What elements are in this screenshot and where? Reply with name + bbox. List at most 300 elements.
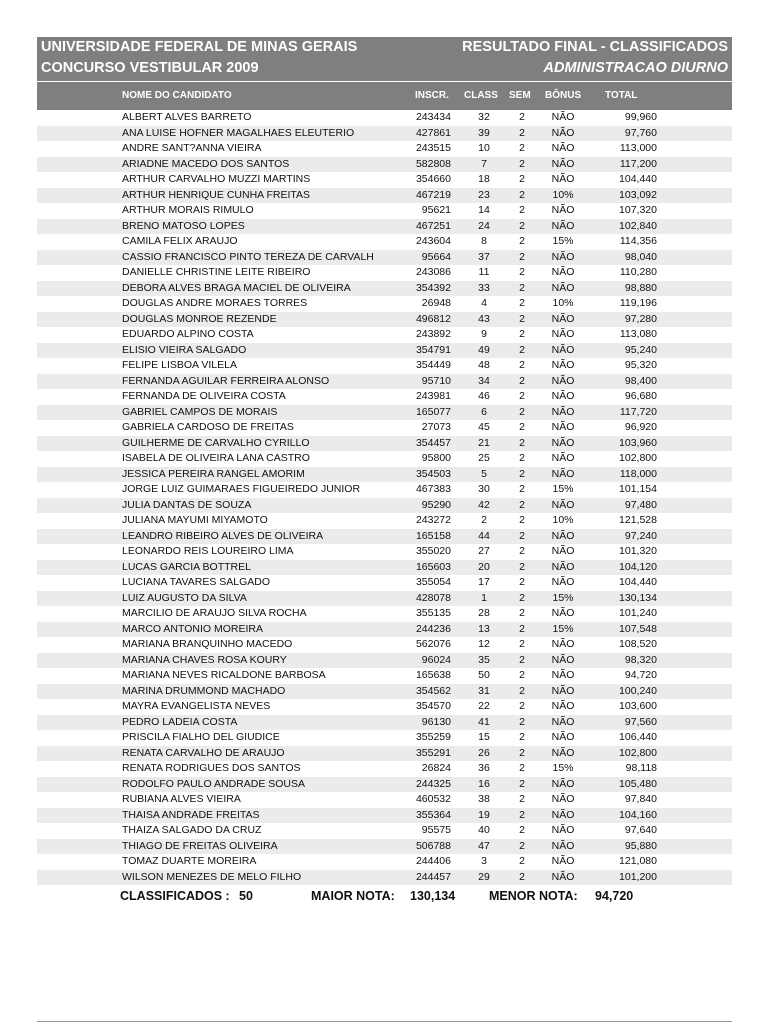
total-score: 117,200 bbox=[619, 157, 657, 170]
candidate-name: RENATA RODRIGUES DOS SANTOS bbox=[122, 762, 301, 774]
semester: 2 bbox=[519, 219, 525, 232]
semester: 2 bbox=[519, 622, 525, 635]
inscription-number: 562076 bbox=[415, 638, 451, 650]
table-row bbox=[37, 374, 732, 390]
candidate-name: BRENO MATOSO LOPES bbox=[122, 219, 245, 232]
bonus: NÃO bbox=[551, 173, 575, 185]
semester: 2 bbox=[519, 529, 525, 542]
inscription-number: 428078 bbox=[415, 591, 451, 604]
bonus: NÃO bbox=[551, 777, 575, 790]
candidate-name: TOMAZ DUARTE MOREIRA bbox=[122, 855, 257, 867]
inscription-number: 582808 bbox=[415, 157, 451, 170]
candidate-name: ARTHUR MORAIS RIMULO bbox=[122, 204, 254, 216]
bonus: NÃO bbox=[551, 653, 575, 666]
candidate-name: ALBERT ALVES BARRETO bbox=[122, 111, 252, 123]
inscription-number: 467251 bbox=[415, 219, 451, 232]
candidate-name: GUILHERME DE CARVALHO CYRILLO bbox=[122, 436, 310, 449]
total-score: 119,196 bbox=[619, 297, 657, 309]
inscription-number: 244325 bbox=[415, 777, 451, 790]
inscription-number: 95575 bbox=[421, 824, 451, 836]
table-row bbox=[37, 637, 732, 653]
table-row bbox=[37, 839, 732, 855]
semester: 2 bbox=[519, 669, 525, 681]
classification: 40 bbox=[478, 824, 490, 836]
classification: 24 bbox=[478, 219, 490, 232]
candidate-name: GABRIEL CAMPOS DE MORAIS bbox=[122, 405, 278, 418]
candidate-name: MAYRA EVANGELISTA NEVES bbox=[122, 700, 271, 712]
candidate-name: ARTHUR HENRIQUE CUNHA FREITAS bbox=[122, 188, 311, 201]
total-score: 107,548 bbox=[619, 622, 657, 635]
candidate-table bbox=[37, 110, 732, 885]
semester: 2 bbox=[519, 793, 525, 805]
semester: 2 bbox=[519, 235, 525, 247]
bonus: NÃO bbox=[551, 467, 575, 480]
bonus: NÃO bbox=[551, 250, 575, 263]
bonus: NÃO bbox=[551, 126, 575, 139]
bonus: NÃO bbox=[551, 405, 575, 418]
classification: 9 bbox=[481, 328, 487, 340]
table-row bbox=[37, 482, 732, 498]
semester: 2 bbox=[519, 700, 525, 712]
max-score-label: MAIOR NOTA: bbox=[311, 889, 395, 903]
total-score: 94,720 bbox=[624, 669, 657, 681]
total-score: 101,154 bbox=[619, 483, 657, 495]
table-row bbox=[37, 746, 732, 762]
table-row bbox=[37, 141, 732, 157]
column-header-sem: SEM bbox=[509, 90, 531, 101]
classification: 37 bbox=[478, 250, 490, 263]
bonus: NÃO bbox=[551, 700, 575, 712]
bonus: NÃO bbox=[551, 824, 575, 836]
classification: 18 bbox=[478, 173, 490, 185]
total-score: 113,080 bbox=[619, 328, 657, 340]
classification: 25 bbox=[478, 452, 490, 464]
semester: 2 bbox=[519, 653, 525, 666]
candidate-name: THAISA ANDRADE FREITAS bbox=[122, 808, 260, 821]
total-score: 97,840 bbox=[624, 793, 657, 805]
column-header-total: TOTAL bbox=[605, 90, 638, 101]
semester: 2 bbox=[519, 436, 525, 449]
total-score: 103,092 bbox=[619, 188, 657, 201]
total-score: 113,000 bbox=[619, 142, 657, 154]
table-row bbox=[37, 219, 732, 235]
bonus: 10% bbox=[552, 297, 574, 309]
table-row bbox=[37, 327, 732, 343]
total-score: 101,240 bbox=[619, 607, 657, 619]
bonus: NÃO bbox=[551, 855, 575, 867]
classification: 14 bbox=[478, 204, 490, 216]
candidate-name: LEANDRO RIBEIRO ALVES DE OLIVEIRA bbox=[122, 529, 324, 542]
inscription-number: 95290 bbox=[421, 498, 451, 511]
inscription-number: 354503 bbox=[415, 467, 451, 480]
bottom-divider bbox=[37, 1021, 732, 1022]
classification: 32 bbox=[478, 111, 490, 123]
candidate-name: THAIZA SALGADO DA CRUZ bbox=[122, 824, 262, 836]
table-row bbox=[37, 498, 732, 514]
bonus: NÃO bbox=[551, 839, 575, 852]
column-header-class: CLASS bbox=[464, 90, 498, 101]
inscription-number: 355135 bbox=[415, 607, 451, 619]
total-score: 98,118 bbox=[625, 762, 657, 774]
semester: 2 bbox=[519, 250, 525, 263]
classification: 43 bbox=[478, 312, 490, 325]
bonus: 15% bbox=[552, 762, 574, 774]
classification: 49 bbox=[478, 343, 490, 356]
inscription-number: 354570 bbox=[415, 700, 451, 712]
total-score: 107,320 bbox=[619, 204, 657, 216]
semester: 2 bbox=[519, 374, 525, 387]
table-row bbox=[37, 405, 732, 421]
classification: 1 bbox=[481, 591, 487, 604]
bonus: 15% bbox=[552, 483, 574, 495]
inscription-number: 355364 bbox=[415, 808, 451, 821]
inscription-number: 354791 bbox=[415, 343, 451, 356]
semester: 2 bbox=[519, 684, 525, 697]
column-header-inscr: INSCR. bbox=[415, 90, 449, 101]
semester: 2 bbox=[519, 188, 525, 201]
min-score-label: MENOR NOTA: bbox=[489, 889, 578, 903]
bonus: NÃO bbox=[551, 328, 575, 340]
inscription-number: 467219 bbox=[415, 188, 451, 201]
inscription-number: 355020 bbox=[415, 545, 451, 557]
bonus: NÃO bbox=[551, 452, 575, 464]
table-row bbox=[37, 436, 732, 452]
classification: 4 bbox=[481, 297, 487, 309]
inscription-number: 460532 bbox=[415, 793, 451, 805]
bonus: NÃO bbox=[551, 142, 575, 154]
candidate-name: RODOLFO PAULO ANDRADE SOUSA bbox=[122, 777, 306, 790]
semester: 2 bbox=[519, 405, 525, 418]
total-score: 97,480 bbox=[624, 498, 657, 511]
inscription-number: 354660 bbox=[415, 173, 451, 185]
table-row bbox=[37, 265, 732, 281]
semester: 2 bbox=[519, 204, 525, 216]
semester: 2 bbox=[519, 328, 525, 340]
inscription-number: 95664 bbox=[421, 250, 451, 263]
semester: 2 bbox=[519, 808, 525, 821]
table-row bbox=[37, 188, 732, 204]
classification: 7 bbox=[481, 157, 487, 170]
table-row bbox=[37, 467, 732, 483]
max-score-value: 130,134 bbox=[410, 889, 456, 903]
total-score: 98,040 bbox=[624, 250, 657, 263]
classification: 2 bbox=[481, 514, 487, 526]
table-row bbox=[37, 343, 732, 359]
total-score: 105,480 bbox=[619, 777, 657, 790]
inscription-number: 244236 bbox=[415, 622, 451, 635]
classification: 42 bbox=[478, 498, 490, 511]
semester: 2 bbox=[519, 467, 525, 480]
candidate-name: EDUARDO ALPINO COSTA bbox=[122, 328, 254, 340]
total-score: 95,880 bbox=[624, 839, 657, 852]
bonus: NÃO bbox=[551, 281, 575, 294]
inscription-number: 355054 bbox=[415, 576, 451, 588]
total-score: 104,120 bbox=[619, 560, 657, 573]
table-row bbox=[37, 808, 732, 824]
total-score: 101,320 bbox=[619, 545, 657, 557]
table-row bbox=[37, 870, 732, 886]
inscription-number: 427861 bbox=[415, 126, 451, 139]
table-row bbox=[37, 792, 732, 808]
classified-label: CLASSIFICADOS : bbox=[120, 889, 230, 903]
candidate-name: ISABELA DE OLIVEIRA LANA CASTRO bbox=[122, 452, 310, 464]
table-row bbox=[37, 622, 732, 638]
candidate-name: JESSICA PEREIRA RANGEL AMORIM bbox=[122, 467, 305, 480]
total-score: 102,800 bbox=[619, 452, 657, 464]
column-header-name: NOME DO CANDIDATO bbox=[122, 90, 232, 101]
candidate-name: LUIZ AUGUSTO DA SILVA bbox=[122, 591, 247, 604]
classification: 8 bbox=[481, 235, 487, 247]
bonus: NÃO bbox=[551, 498, 575, 511]
classification: 6 bbox=[481, 405, 487, 418]
classification: 45 bbox=[478, 421, 490, 433]
total-score: 97,280 bbox=[624, 312, 657, 325]
bonus: NÃO bbox=[551, 374, 575, 387]
classification: 36 bbox=[478, 762, 490, 774]
total-score: 97,560 bbox=[624, 715, 657, 728]
inscription-number: 354392 bbox=[415, 281, 451, 294]
bonus: NÃO bbox=[551, 731, 575, 743]
semester: 2 bbox=[519, 390, 525, 402]
total-score: 130,134 bbox=[619, 591, 657, 604]
course-title: ADMINISTRACAO DIURNO bbox=[543, 60, 728, 76]
candidate-name: FERNANDA DE OLIVEIRA COSTA bbox=[122, 390, 286, 402]
bonus: NÃO bbox=[551, 157, 575, 170]
candidate-name: WILSON MENEZES DE MELO FILHO bbox=[122, 870, 302, 883]
total-score: 95,240 bbox=[624, 343, 657, 356]
candidate-name: JULIANA MAYUMI MIYAMOTO bbox=[122, 514, 268, 526]
classification: 15 bbox=[478, 731, 490, 743]
semester: 2 bbox=[519, 173, 525, 185]
semester: 2 bbox=[519, 545, 525, 557]
bonus: 10% bbox=[552, 188, 574, 201]
total-score: 99,960 bbox=[624, 111, 657, 123]
table-row bbox=[37, 606, 732, 622]
table-row bbox=[37, 684, 732, 700]
candidate-name: ANA LUISE HOFNER MAGALHAES ELEUTERIO bbox=[122, 126, 355, 139]
total-score: 104,440 bbox=[619, 576, 657, 588]
classification: 39 bbox=[478, 126, 490, 139]
candidate-name: DANIELLE CHRISTINE LEITE RIBEIRO bbox=[122, 266, 311, 278]
bonus: NÃO bbox=[551, 560, 575, 573]
total-score: 104,160 bbox=[619, 808, 657, 821]
classification: 21 bbox=[478, 436, 490, 449]
university-title: UNIVERSIDADE FEDERAL DE MINAS GERAIS bbox=[41, 39, 358, 55]
table-row bbox=[37, 234, 732, 250]
candidate-name: CAMILA FELIX ARAUJO bbox=[122, 235, 238, 247]
total-score: 96,920 bbox=[624, 421, 657, 433]
bonus: NÃO bbox=[551, 436, 575, 449]
candidate-name: DEBORA ALVES BRAGA MACIEL DE OLIVEIRA bbox=[122, 281, 351, 294]
semester: 2 bbox=[519, 839, 525, 852]
inscription-number: 165158 bbox=[415, 529, 451, 542]
semester: 2 bbox=[519, 855, 525, 867]
min-score-value: 94,720 bbox=[595, 889, 634, 903]
total-score: 101,200 bbox=[619, 870, 657, 883]
classification: 46 bbox=[478, 390, 490, 402]
classification: 38 bbox=[478, 793, 490, 805]
semester: 2 bbox=[519, 126, 525, 139]
bonus: NÃO bbox=[551, 343, 575, 356]
classification: 17 bbox=[478, 576, 490, 588]
bonus: NÃO bbox=[551, 715, 575, 728]
bonus: NÃO bbox=[551, 111, 575, 123]
classification: 33 bbox=[478, 281, 490, 294]
column-header-bonus: BÔNUS bbox=[545, 90, 582, 101]
semester: 2 bbox=[519, 343, 525, 356]
candidate-name: MARIANA NEVES RICALDONE BARBOSA bbox=[122, 669, 326, 681]
bonus: NÃO bbox=[551, 390, 575, 402]
bonus: NÃO bbox=[551, 793, 575, 805]
semester: 2 bbox=[519, 591, 525, 604]
inscription-number: 354457 bbox=[415, 436, 451, 449]
candidate-name: ELISIO VIEIRA SALGADO bbox=[122, 343, 247, 356]
inscription-number: 26824 bbox=[421, 762, 451, 774]
bonus: NÃO bbox=[551, 421, 575, 433]
classification: 20 bbox=[478, 560, 490, 573]
candidate-name: MARCILIO DE ARAUJO SILVA ROCHA bbox=[122, 607, 307, 619]
classification: 35 bbox=[478, 653, 490, 666]
candidate-name: MARINA DRUMMOND MACHADO bbox=[122, 684, 286, 697]
table-row bbox=[37, 653, 732, 669]
classification: 26 bbox=[478, 746, 490, 759]
inscription-number: 243515 bbox=[415, 142, 451, 154]
semester: 2 bbox=[519, 142, 525, 154]
bonus: NÃO bbox=[551, 529, 575, 542]
inscription-number: 96130 bbox=[421, 715, 451, 728]
classification: 10 bbox=[478, 142, 490, 154]
table-row bbox=[37, 730, 732, 746]
table-row bbox=[37, 172, 732, 188]
candidate-name: ANDRE SANT?ANNA VIEIRA bbox=[122, 142, 262, 154]
table-row bbox=[37, 575, 732, 591]
inscription-number: 243604 bbox=[415, 235, 451, 247]
candidate-name: LUCIANA TAVARES SALGADO bbox=[122, 576, 271, 588]
bonus: NÃO bbox=[551, 638, 575, 650]
classification: 13 bbox=[478, 622, 490, 635]
candidate-name: PEDRO LADEIA COSTA bbox=[122, 715, 238, 728]
total-score: 103,600 bbox=[619, 700, 657, 712]
table-row bbox=[37, 699, 732, 715]
total-score: 117,720 bbox=[619, 405, 657, 418]
candidate-name: ARIADNE MACEDO DOS SANTOS bbox=[122, 157, 290, 170]
total-score: 98,400 bbox=[624, 374, 657, 387]
total-score: 96,680 bbox=[624, 390, 657, 402]
classification: 44 bbox=[478, 529, 490, 542]
bonus: NÃO bbox=[551, 870, 575, 883]
inscription-number: 165638 bbox=[415, 669, 451, 681]
table-row bbox=[37, 777, 732, 793]
semester: 2 bbox=[519, 281, 525, 294]
bonus: NÃO bbox=[551, 576, 575, 588]
semester: 2 bbox=[519, 870, 525, 883]
inscription-number: 243981 bbox=[415, 390, 451, 402]
total-score: 98,880 bbox=[624, 281, 657, 294]
candidate-name: PRISCILA FIALHO DEL GIUDICE bbox=[122, 731, 280, 743]
classification: 3 bbox=[481, 855, 487, 867]
semester: 2 bbox=[519, 762, 525, 774]
classification: 47 bbox=[478, 839, 490, 852]
semester: 2 bbox=[519, 607, 525, 619]
classification: 29 bbox=[478, 870, 490, 883]
bonus: 10% bbox=[552, 514, 574, 526]
semester: 2 bbox=[519, 824, 525, 836]
candidate-name: FELIPE LISBOA VILELA bbox=[122, 359, 237, 371]
semester: 2 bbox=[519, 777, 525, 790]
table-row bbox=[37, 358, 732, 374]
inscription-number: 354562 bbox=[415, 684, 451, 697]
candidate-name: MARIANA BRANQUINHO MACEDO bbox=[122, 638, 293, 650]
bonus: 15% bbox=[552, 235, 574, 247]
table-row bbox=[37, 157, 732, 173]
classification: 30 bbox=[478, 483, 490, 495]
total-score: 97,240 bbox=[624, 529, 657, 542]
table-row bbox=[37, 560, 732, 576]
candidate-name: MARCO ANTONIO MOREIRA bbox=[122, 622, 263, 635]
inscription-number: 467383 bbox=[415, 483, 451, 495]
classification: 48 bbox=[478, 359, 490, 371]
classification: 34 bbox=[478, 374, 490, 387]
table-row bbox=[37, 110, 732, 126]
summary-footer bbox=[37, 889, 732, 907]
table-row bbox=[37, 854, 732, 870]
candidate-name: FERNANDA AGUILAR FERREIRA ALONSO bbox=[122, 374, 330, 387]
candidate-name: JULIA DANTAS DE SOUZA bbox=[122, 498, 252, 511]
classification: 23 bbox=[478, 188, 490, 201]
classification: 50 bbox=[478, 669, 490, 681]
table-row bbox=[37, 389, 732, 405]
bonus: 15% bbox=[552, 622, 574, 635]
candidate-name: LUCAS GARCIA BOTTREL bbox=[122, 560, 251, 573]
total-score: 104,440 bbox=[619, 173, 657, 185]
table-row bbox=[37, 312, 732, 328]
inscription-number: 355259 bbox=[415, 731, 451, 743]
semester: 2 bbox=[519, 421, 525, 433]
table-row bbox=[37, 513, 732, 529]
candidate-name: LEONARDO REIS LOUREIRO LIMA bbox=[122, 545, 294, 557]
inscription-number: 27073 bbox=[421, 421, 451, 433]
table-row bbox=[37, 591, 732, 607]
total-score: 97,760 bbox=[624, 126, 657, 139]
inscription-number: 355291 bbox=[415, 746, 451, 759]
table-row bbox=[37, 126, 732, 142]
semester: 2 bbox=[519, 498, 525, 511]
table-row bbox=[37, 420, 732, 436]
classification: 27 bbox=[478, 545, 490, 557]
inscription-number: 243892 bbox=[415, 328, 451, 340]
inscription-number: 95621 bbox=[421, 204, 451, 216]
semester: 2 bbox=[519, 157, 525, 170]
bonus: NÃO bbox=[551, 746, 575, 759]
total-score: 98,320 bbox=[624, 653, 657, 666]
candidate-name: CASSIO FRANCISCO PINTO TEREZA DE CARVALH bbox=[122, 250, 374, 263]
classification: 11 bbox=[478, 266, 490, 278]
bonus: NÃO bbox=[551, 312, 575, 325]
semester: 2 bbox=[519, 359, 525, 371]
classification: 16 bbox=[478, 777, 490, 790]
table-header bbox=[37, 82, 732, 110]
total-score: 118,000 bbox=[619, 467, 657, 480]
semester: 2 bbox=[519, 638, 525, 650]
inscription-number: 496812 bbox=[415, 312, 451, 325]
bonus: NÃO bbox=[551, 219, 575, 232]
bonus: NÃO bbox=[551, 684, 575, 697]
total-score: 121,528 bbox=[619, 514, 657, 526]
bonus: NÃO bbox=[551, 808, 575, 821]
bonus: NÃO bbox=[551, 359, 575, 371]
classification: 41 bbox=[478, 715, 490, 728]
total-score: 121,080 bbox=[619, 855, 657, 867]
